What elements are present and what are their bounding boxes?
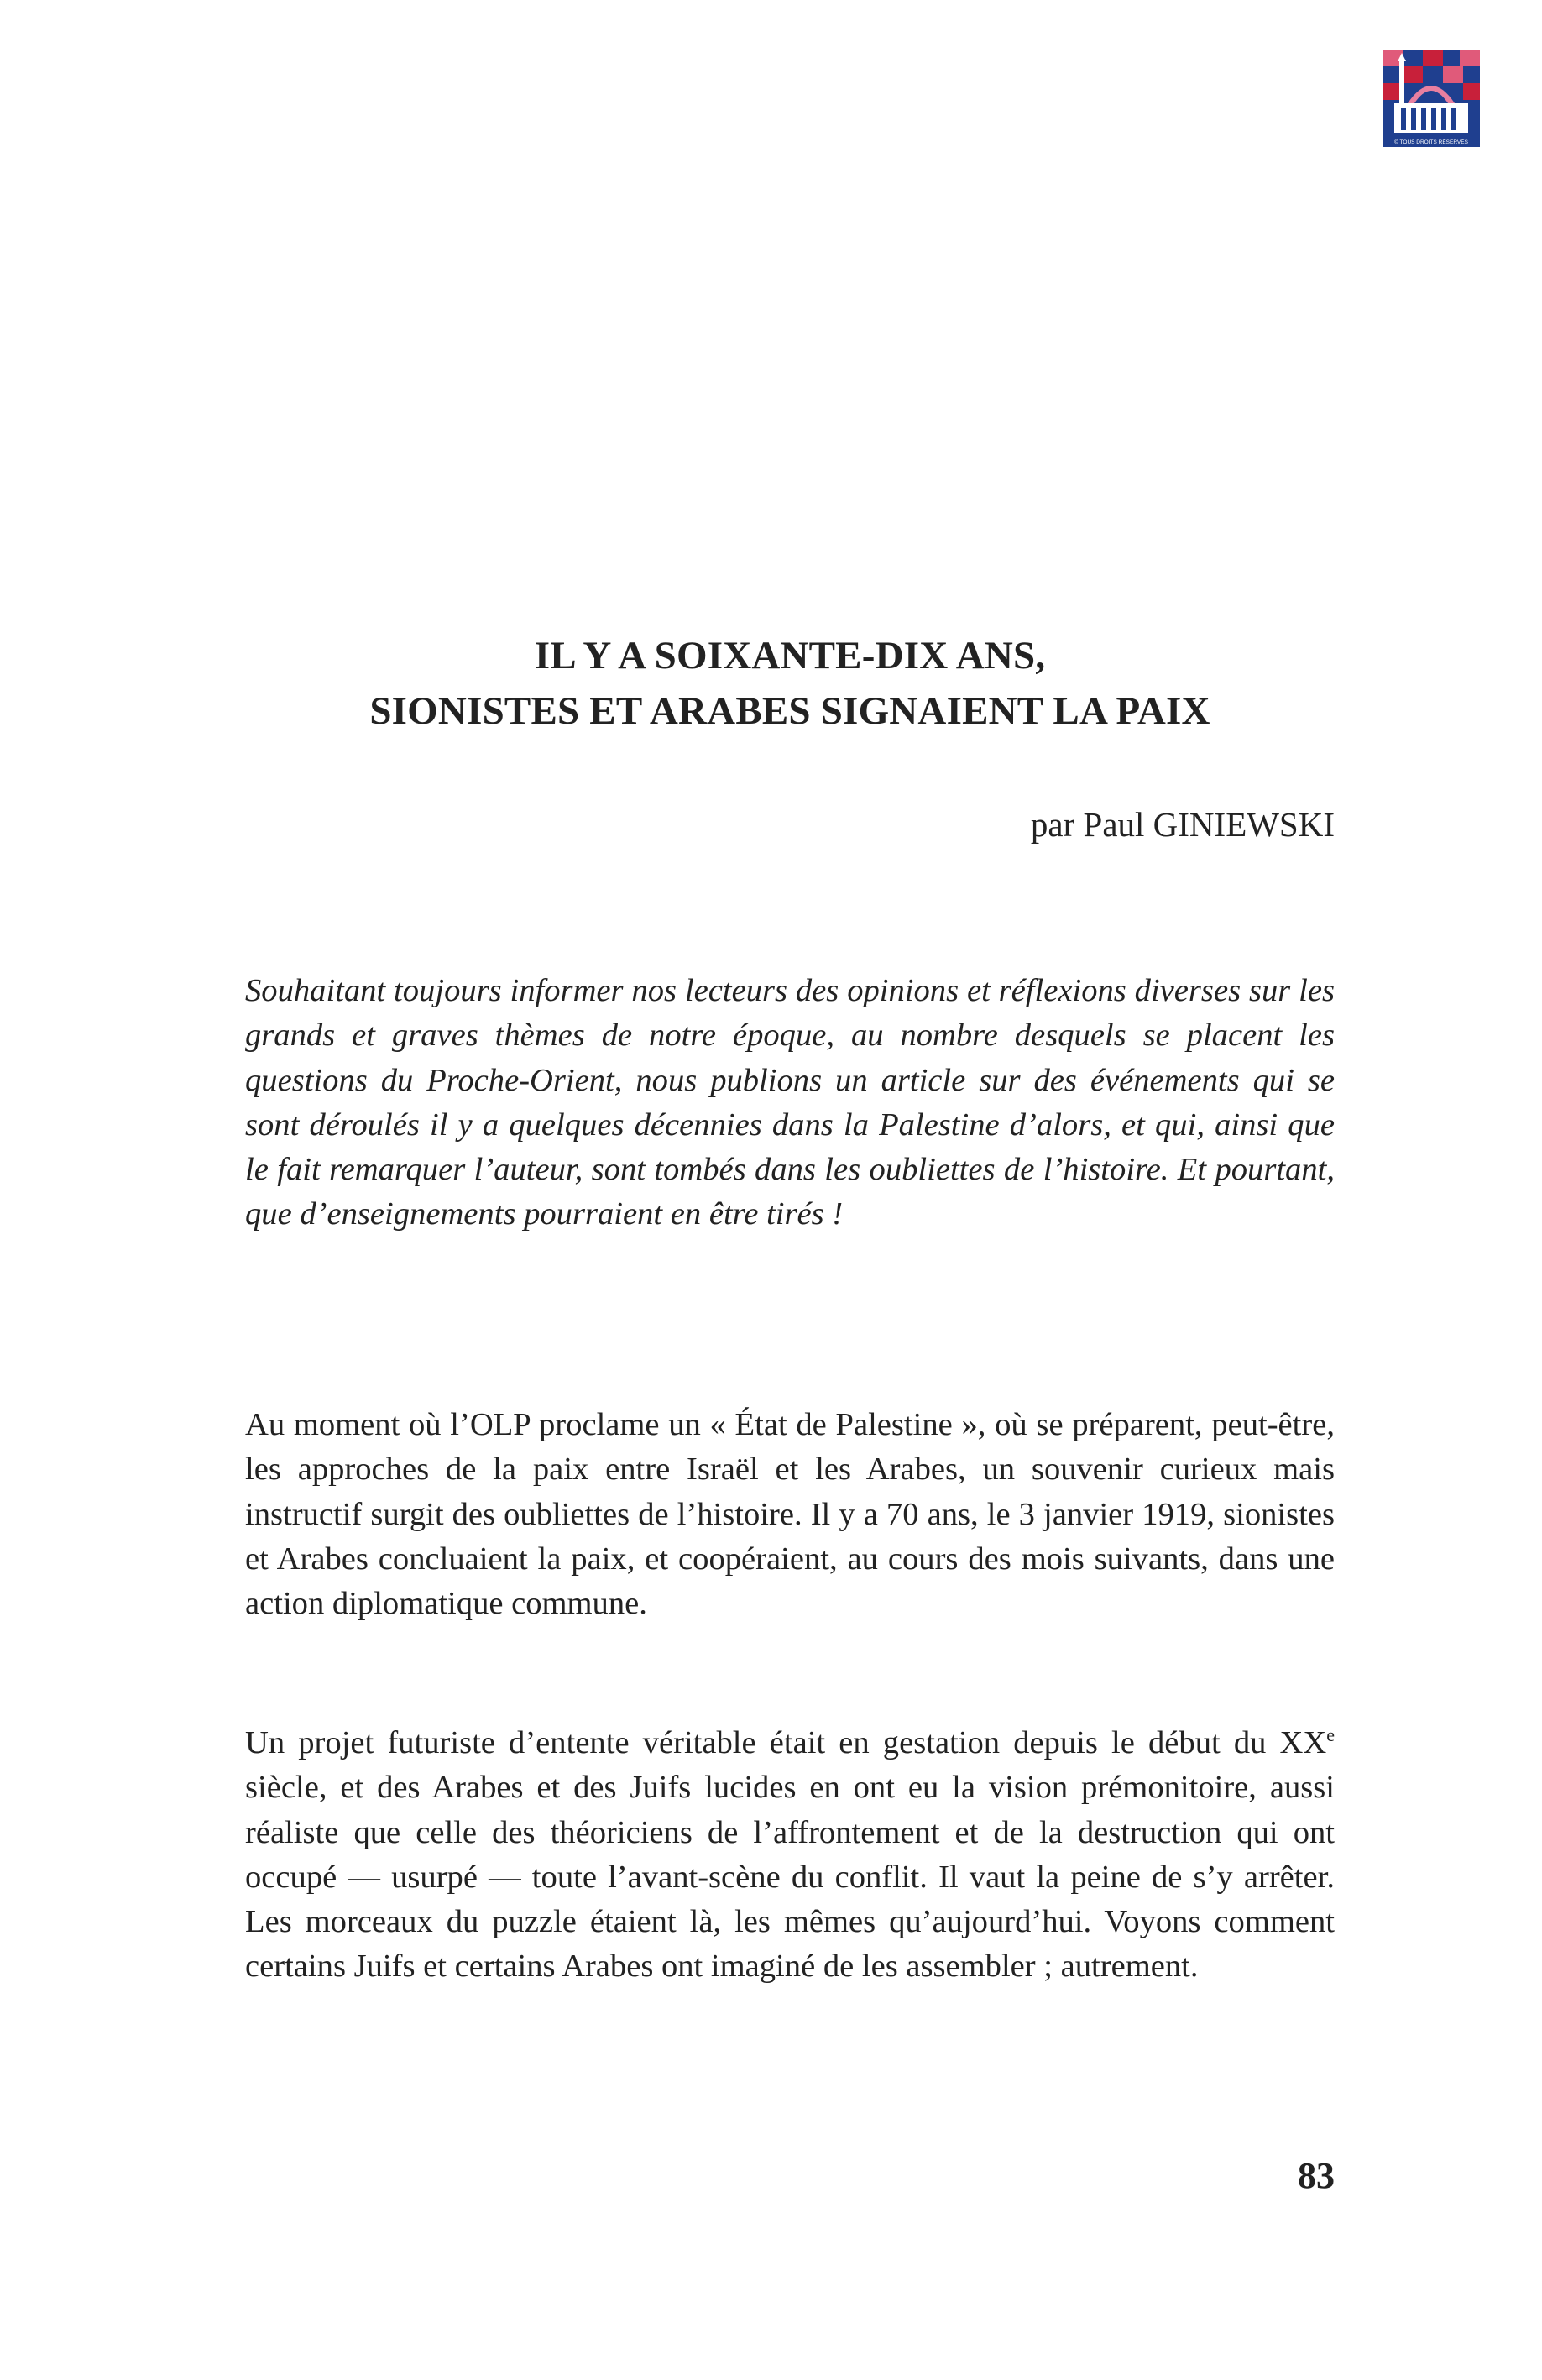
page-number: 83	[1298, 2155, 1335, 2196]
title-line-1: IL Y A SOIXANTE-DIX ANS,	[534, 634, 1046, 677]
logo-caption: © TOUS DROITS RÉSERVÉS	[1394, 139, 1468, 145]
publisher-logo	[1383, 50, 1480, 147]
museum-building-logo-icon	[1383, 50, 1480, 147]
paragraph-2-start: Un projet futuriste d’entente véritable était en gestation depuis le début du XX	[245, 1725, 1327, 1760]
paragraph-2-rest: siècle, et des Arabes et des Juifs lucides en ont eu la vision prémonitoire, aussi réaliste que celle des théoriciens de l’affrontement et de la destruction qui ont occupé — usurpé — toute l’avant-scène du conflit. Il vaut la peine de s’y arrêter. Les morceaux du puzzle étaient là, les mêmes qu’aujourd’hui. Voyons comment certains Juifs et certains Arabes ont imaginé de les assembler ; autrement.	[245, 1770, 1335, 1985]
author-byline: par Paul GINIEWSKI	[1030, 805, 1335, 844]
article-title	[245, 628, 1335, 739]
century-superscript: e	[1326, 1724, 1335, 1745]
title-line-2: SIONISTES ET ARABES SIGNAIENT LA PAIX	[369, 689, 1210, 733]
editorial-intro: Souhaitant toujours informer nos lecteurs des opinions et réflexions diverses sur les grands et graves thèmes de notre époque, au nombre desquels se placent les questions du Proche-Orient, nous publions un article sur des événements qui se sont déroulés il y a quelques décennies dans la Palestine d’alors, et qui, ainsi que le fait remarquer l’auteur, sont tombés dans les oubliettes de l’histoire. Et pourtant, que d’enseignements pourraient en être tirés !	[245, 973, 1335, 1232]
body-paragraph-2	[245, 1721, 1335, 1990]
body-paragraph-1: Au moment où l’OLP proclame un « État de Palestine », où se préparent, peut-être, les approches de la paix entre Israël et les Arabes, un souvenir curieux mais instructif surgit des oubliettes de l’histoire. Il y a 70 ans, le 3 janvier 1919, sionistes et Arabes concluaient la paix, et coopéraient, au cours des mois suivants, dans une action diplomatique commune.	[245, 1407, 1335, 1622]
